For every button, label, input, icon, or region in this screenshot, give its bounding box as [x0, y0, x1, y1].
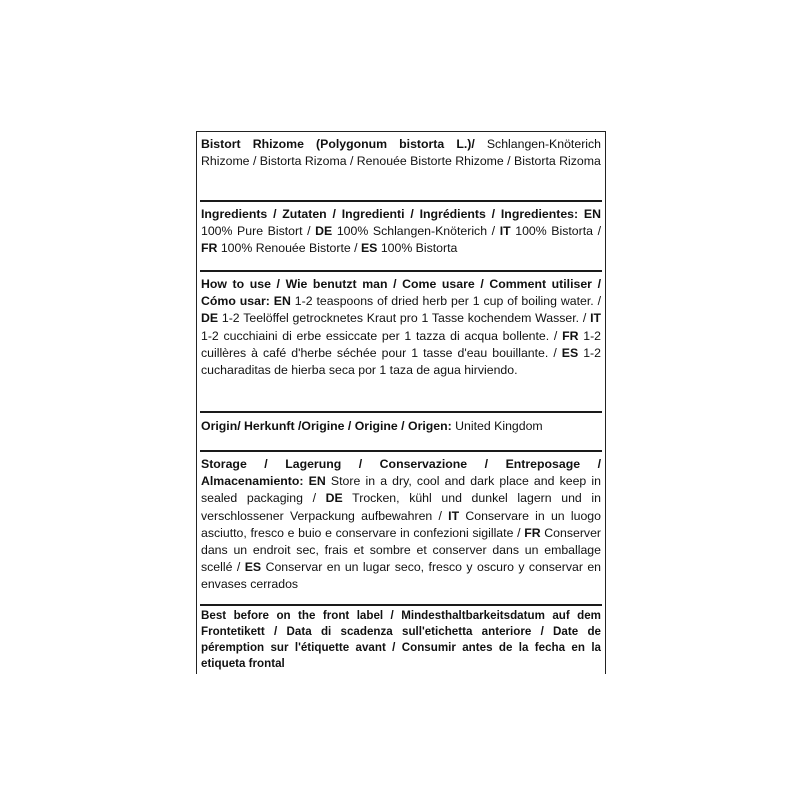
lang-code-en: EN: [308, 474, 326, 489]
storage-it: Conservare in un luogo asciutto, fresco e buio e conservare in confezioni sigillate /: [201, 508, 601, 540]
ingredients-it: 100% Bistorta /: [515, 224, 601, 239]
best-before-text: Best before on the front label / Mindesthaltbarkeitsdatum auf dem Frontetikett / Data di scadenza sull'etichetta anteriore / Date de péremption sur l'étiquette avant / Consumir antes de la fecha en la etiqueta frontal: [201, 609, 601, 670]
lang-code-it: IT: [448, 508, 460, 523]
product-name-latin: Bistort Rhizome (Polygonum bistorta L.)/: [201, 137, 475, 151]
storage-heading: Storage / Lagerung / Conservazione / Entreposage / Almacenamiento:: [201, 457, 601, 489]
how-to-use-heading: How to use / Wie benutzt man / Come usare / Comment utiliser / Cómo usar:: [201, 277, 601, 309]
lang-code-de: DE: [201, 311, 219, 326]
ingredients-fr: 100% Renouée Bistorte /: [220, 241, 358, 256]
best-before-section: [197, 606, 605, 674]
storage-es: Conservar en un lugar seco, fresco y oscuro y conservar en envases cerrados: [201, 560, 602, 592]
lang-code-fr: FR: [562, 328, 579, 343]
product-label: [196, 131, 606, 674]
product-name-section: [197, 132, 605, 200]
origin-heading: Origin/ Herkunft /Origine / Origine / Origen:: [201, 419, 452, 433]
storage-en: Store in a dry, cool and dark place and keep in sealed packaging /: [201, 474, 601, 506]
ingredients-de: 100% Schlangen-Knöterich /: [336, 224, 496, 239]
how-to-use-section: [197, 272, 605, 411]
lang-code-en: EN: [583, 207, 602, 221]
lang-code-de: DE: [315, 224, 333, 239]
how-to-use-de: 1-2 Teelöffel getrocknetes Kraut pro 1 Tasse kochendem Wasser. /: [221, 311, 587, 326]
lang-code-es: ES: [561, 345, 579, 360]
lang-code-es: ES: [360, 241, 378, 256]
storage-fr: Conserver dans un endroit sec, frais et sombre et conserver dans un emballage scellé /: [201, 525, 602, 575]
origin-section: [197, 413, 605, 450]
how-to-use-es: 1-2 cucharaditas de hierba seca por 1 taza de agua hirviendo.: [201, 345, 601, 378]
origin-value: United Kingdom: [455, 419, 543, 433]
how-to-use-fr: 1-2 cuillères à café d'herbe séchée pour 1 tasse d'eau bouillante. /: [201, 328, 602, 360]
lang-code-en: EN: [273, 294, 291, 309]
how-to-use-it: 1-2 cucchiaini di erbe essiccate per 1 tazza di acqua bollente. /: [201, 328, 558, 343]
lang-code-fr: FR: [524, 525, 541, 540]
product-name-translations: Schlangen-Knöterich Rhizome / Bistorta Rizoma / Renouée Bistorte Rhizome / Bistorta Rizoma: [201, 137, 602, 169]
storage-de: Trocken, kühl und dunkel lagern und in verschlossener Verpackung aufbewahren /: [201, 491, 601, 523]
ingredients-heading: Ingredients / Zutaten / Ingredienti / Ingrédients / Ingredientes:: [201, 207, 579, 221]
ingredients-en: 100% Pure Bistort /: [201, 224, 311, 239]
how-to-use-en: 1-2 teaspoons of dried herb per 1 cup of boiling water. /: [294, 294, 601, 309]
ingredients-es: 100% Bistorta: [380, 241, 458, 256]
lang-code-fr: FR: [201, 241, 218, 256]
lang-code-de: DE: [325, 491, 343, 506]
lang-code-it: IT: [590, 311, 601, 326]
storage-section: [197, 452, 605, 604]
ingredients-section: [197, 202, 605, 270]
lang-code-es: ES: [244, 560, 262, 575]
lang-code-it: IT: [499, 224, 511, 239]
